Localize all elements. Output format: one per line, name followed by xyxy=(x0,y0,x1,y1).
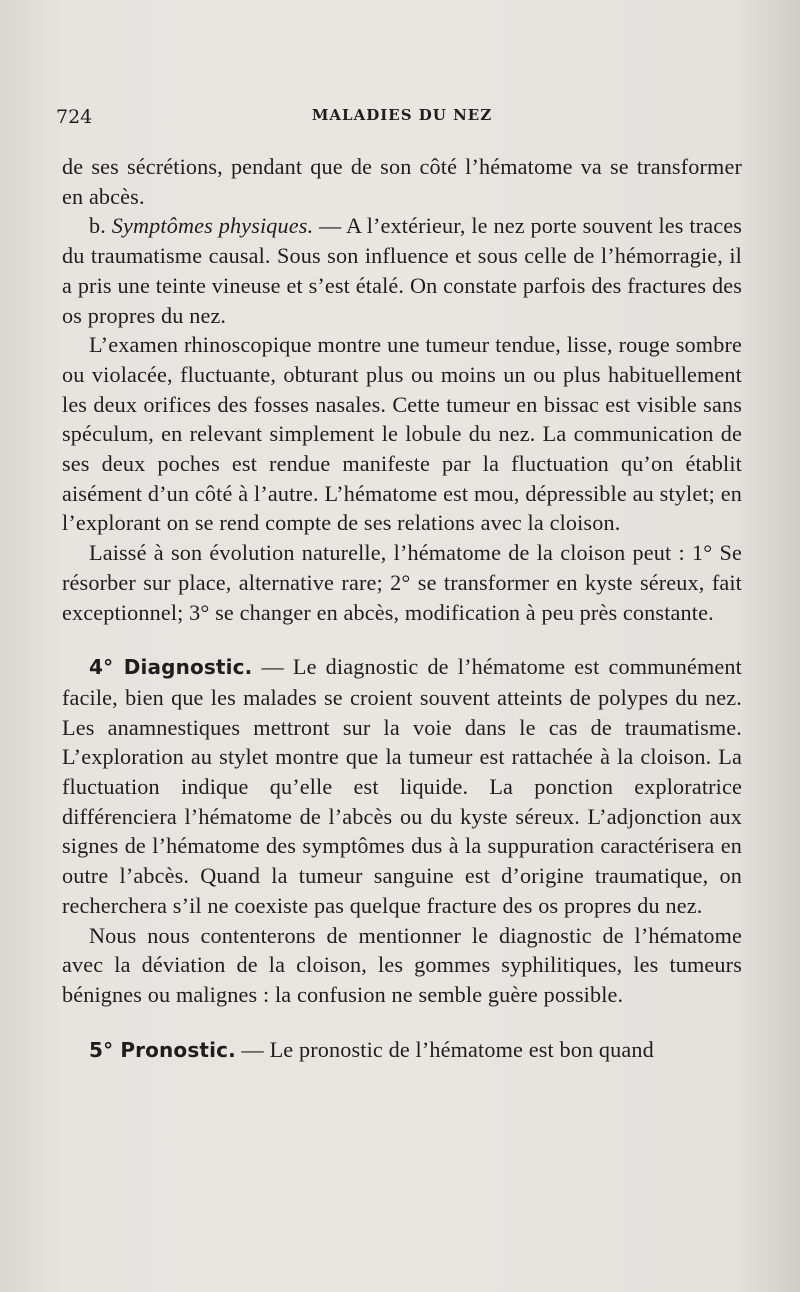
paragraph-2 xyxy=(62,211,742,330)
book-page xyxy=(56,100,742,1065)
paragraph-7 xyxy=(62,1035,742,1066)
section-heading-pronostic: 5° Pronostic. xyxy=(89,1037,236,1062)
page-header xyxy=(56,100,742,130)
paragraph-4-text: Laissé à son évolution naturelle, l’hématome de la cloison peut : 1° Se résorber sur place, alternative rare; 2° se transformer en kyste séreux, fait exceptionnel; 3° se changer en abcès, modification à peu près constante. xyxy=(62,540,742,625)
paragraph-4 xyxy=(62,538,742,627)
subsection-label: b. xyxy=(89,213,106,239)
page-number: 724 xyxy=(56,106,93,128)
paragraph-1-text: de ses sécrétions, pendant que de son côté l’hématome va se transformer en abcès. xyxy=(62,154,742,209)
paragraph-2-text: — A l’extérieur, le nez porte souvent les traces du traumatisme causal. Sous son influence et sous celle de l’hémorragie, il a pris une teinte vineuse et s’est étalé. On constate parfois des fractures des os propres du nez. xyxy=(62,213,742,328)
body-text xyxy=(62,152,742,1065)
paragraph-6-text: Nous nous contenterons de mentionner le diagnostic de l’hématome avec la déviation de la cloison, les gommes syphilitiques, les tumeurs bénignes ou malignes : la confusion ne semble guère possible. xyxy=(62,922,742,1007)
paragraph-3 xyxy=(62,330,742,538)
paragraph-6 xyxy=(62,921,742,1010)
paragraph-3-text: L’examen rhinoscopique montre une tumeur tendue, lisse, rouge sombre ou violacée, fluctuante, obturant plus ou moins un ou plus habituellement les deux orifices des fosses nasales. Cette tumeur en bissac est visible sans spéculum, en relevant simplement le lobule du nez. La communication de ses deux poches est rendue manifeste par la fluctuation qu’on établit aisément d’un côté à l’autre. L’hématome est mou, dépressible au stylet; en l’explorant on se rend compte de ses relations avec la cloison. xyxy=(62,332,742,536)
subsection-title: Symptômes physiques. xyxy=(111,213,314,239)
paragraph-1 xyxy=(62,152,742,211)
section-heading-diagnostic: 4° Diagnostic. xyxy=(89,655,253,680)
paragraph-5-text: — Le diagnostic de l’hématome est communément facile, bien que les malades se croient souvent atteints de polypes du nez. Les anamnestiques mettront sur la voie dans le cas de traumatisme. L’exploration au stylet montre que la tumeur est rattachée à la cloison. La fluctuation indique qu’elle est liquide. La ponction exploratrice différenciera l’hématome de l’abcès ou du kyste séreux. L’adjonction aux signes de l’hématome des symptômes dus à la suppuration caractérisera en outre l’abcès. Quand la tumeur sanguine est d’origine traumatique, on recherchera s’il ne coexiste pas quelque fracture des os propres du nez. xyxy=(62,654,742,918)
paragraph-7-text: — Le pronostic de l’hématome est bon quand xyxy=(235,1036,654,1062)
running-title: MALADIES DU NEZ xyxy=(311,106,493,124)
paragraph-5 xyxy=(62,652,742,920)
